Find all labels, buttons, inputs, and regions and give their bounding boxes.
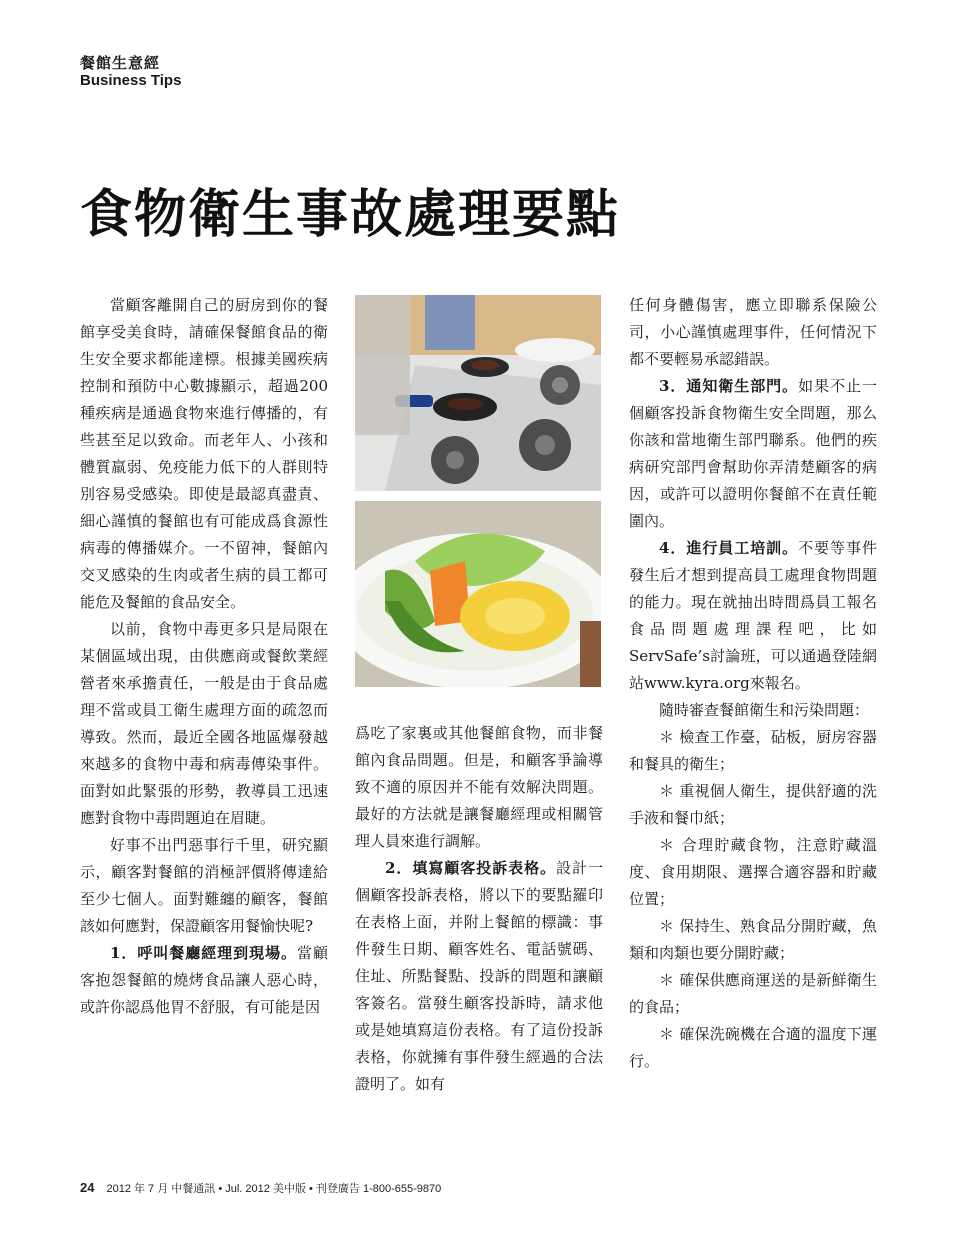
paragraph (629, 373, 877, 535)
paragraph (355, 855, 603, 1098)
paragraph: 以前，食物中毒更多只是局限在某個區域出現，由供應商或餐飲業經營者來承擔責任，一般是由于食品處理不當或員工衛生處理方面的疏忽而導致。然而，最近全國各地區爆發越來越多的食物中毒和病毒傳染事件。面對如此緊張的形勢，教導員工迅速應對食物中毒問題迫在眉睫。 (80, 620, 328, 827)
article-column-2 (355, 720, 603, 1098)
step-text: 設計一個顧客投訴表格，將以下的要點羅印在表格上面，并附上餐館的標識：事件發生日期、顧客姓名、電話號碼、住址、所點餐點、投訴的問題和讓顧客簽名。當發生顧客投訴時，請求他或是她填寫這份表格。有了這份投訴表格，你就擁有事件發生經過的合法證明了。如有 (355, 859, 603, 1093)
paragraph: 任何身體傷害，應立即聯系保險公司，小心謹慎處理事件，任何情況下都不要輕易承認錯誤。 (629, 296, 877, 368)
list-item: ＊ 確保供應商運送的是新鮮衛生的食品； (629, 971, 877, 1016)
list-item: ＊ 保持生、熟食品分開貯藏，魚類和肉類也要分開貯藏； (629, 917, 877, 962)
list-item: ＊ 確保洗碗機在合適的溫度下運行。 (629, 1025, 877, 1070)
stove-cooking-illustration (355, 295, 601, 491)
paragraph: 好事不出門惡事行千里，研究顯示，顧客對餐館的消極評價將傳達給至少七個人。面對難纏的顧客，餐館該如何應對，保證顧客用餐愉快呢? (80, 836, 328, 935)
section-label-chinese: 餐館生意經 (80, 54, 161, 72)
paragraph: 隨時審查餐館衛生和污染問題： (659, 701, 870, 719)
article-column-3 (629, 292, 877, 1075)
page-number: 24 (80, 1180, 95, 1195)
step-text: 如果不止一個顧客投訴食物衛生安全問題，那么你該和當地衛生部門聯系。他們的疾病研究部門會幫助你弄清楚顧客的病因，或許可以證明你餐館不在責任範圍內。 (629, 377, 877, 530)
step-heading: 4．進行員工培訓。 (659, 539, 799, 557)
step-text: 當顧客抱怨餐館的燒烤食品讓人惡心時，或許你認爲他胃不舒服，有可能是因 (80, 944, 328, 1016)
list-item: ＊ 合理貯藏食物，注意貯藏溫度、食用期限、選擇合適容器和貯藏位置； (629, 836, 877, 908)
step-heading: 2．填寫顧客投訴表格。 (385, 859, 557, 877)
page-footer (80, 1180, 441, 1196)
list-item: ＊ 重視個人衛生，提供舒適的洗手液和餐巾紙； (629, 782, 877, 827)
paragraph: 當顧客離開自己的厨房到你的餐館享受美食時，請確保餐館食品的衛生安全要求都能達標。根據美國疾病控制和預防中心數據顯示，超過200種疾病是通過食物來進行傳播的，有些甚至足以致命。而老年人、小孩和體質羸弱、免疫能力低下的人群則特別容易受感染。即使是最認真盡責、細心謹慎的餐館也有可能成爲食源性病毒的傳播媒介。一不留神，餐館內交叉感染的生肉或者生病的員工都可能危及餐館的食品安全。 (80, 296, 328, 611)
fruit-plate-photo (355, 501, 601, 687)
paragraph: 爲吃了家裏或其他餐館食物，而非餐館內食品問題。但是，和顧客爭論導致不適的原因并不能有效解決問題。最好的方法就是讓餐廳經理或相關管理人員來進行調解。 (355, 724, 603, 850)
step-heading: 3．通知衛生部門。 (659, 377, 799, 395)
section-label-english: Business Tips (80, 72, 182, 89)
footer-text: 2012 年 7 月 中餐通訊 • Jul. 2012 美中版 • 刊登廣告 1-800-655-9870 (106, 1183, 442, 1195)
article-title: 食物衛生事故處理要點 (80, 184, 621, 245)
paragraph (80, 940, 328, 1021)
step-heading: 1．呼叫餐廳經理到現場。 (110, 944, 298, 962)
list-item: ＊ 檢查工作臺，砧板，厨房容器和餐具的衛生； (629, 728, 877, 773)
fruit-plate-illustration (355, 501, 601, 687)
paragraph (629, 535, 877, 697)
article-column-1 (80, 292, 328, 1021)
step-text: 不要等事件發生后才想到提高員工處理食物問題的能力。現在就抽出時間爲員工報名食品問題處理課程吧，比如ServSafe’s討論班，可以通過登陸網站www.kyra.org來報名。 (629, 539, 877, 692)
cooking-photo (355, 295, 601, 491)
